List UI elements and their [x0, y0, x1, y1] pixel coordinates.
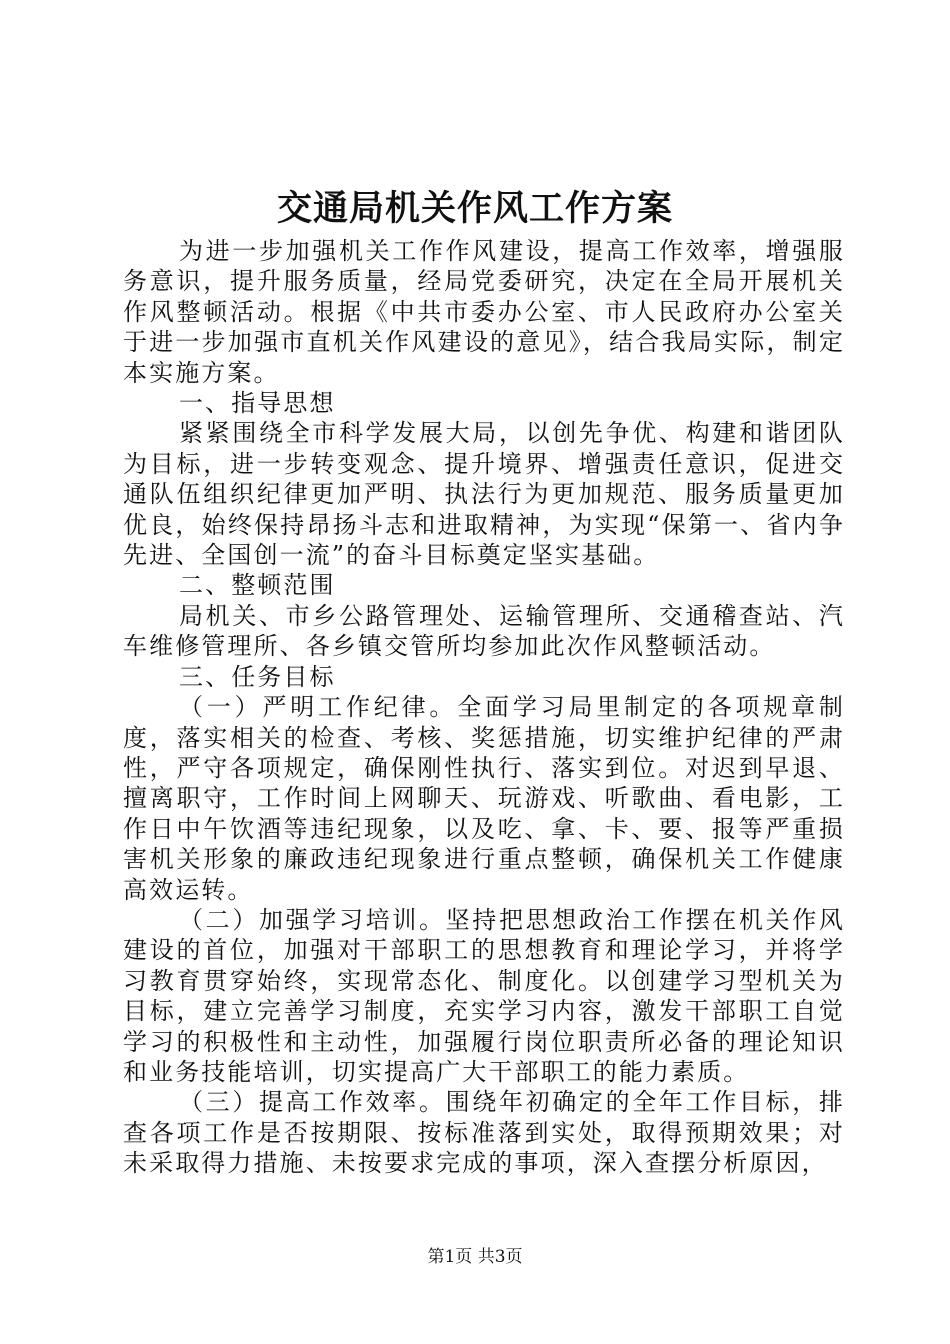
page-footer: 第1页 共3页 — [427, 1247, 523, 1267]
objective-paragraph-training: （二）加强学习培训。坚持把思想政治工作摆在机关作风建设的首位，加强对干部职工的思想教育和理论学习，并将学习教育贯穿始终，实现常态化、制度化。以创建学习型机关为目标，建立完善学习制度，充实学习内容，激发干部职工自觉学习的积极性和主动性，加强履行岗位职责所必备的理论知识和业务技能培训，切实提高广大干部职工的能力素质。 — [123, 905, 845, 1086]
section-heading-scope: 二、整顿范围 — [179, 571, 336, 600]
objective-paragraph-efficiency: （三）提高工作效率。围绕年初确定的全年工作目标，排查各项工作是否按期限、按标准落到实处，取得预期效果；对未采取得力措施、未按要求完成的事项，深入查摆分析原因， — [123, 1088, 845, 1178]
intro-paragraph: 为进一步加强机关工作作风建设，提高工作效率，增强服务意识，提升服务质量，经局党委研究，决定在全局开展机关作风整顿活动。根据《中共市委办公室、市人民政府办公室关于进一步加强市直机关作风建设的意见》，结合我局实际，制定本实施方案。 — [123, 237, 845, 387]
section-heading-objectives: 三、任务目标 — [179, 662, 336, 691]
section-paragraph: 紧紧围绕全市科学发展大局，以创先争优、构建和谐团队为目标，进一步转变观念、提升境界、增强责任意识，促进交通队伍组织纪律更加严明、执法行为更加规范、服务质量更加优良，始终保持昂扬斗志和进取精神，为实现“保第一、省内争先进、全国创一流”的奋斗目标奠定坚实基础。 — [123, 419, 845, 570]
objective-paragraph-discipline: （一）严明工作纪律。全面学习局里制定的各项规章制度，落实相关的检查、考核、奖惩措施，切实维护纪律的严肃性，严守各项规定，确保刚性执行、落实到位。对迟到早退、擅离职守，工作时间上网聊天、玩游戏、听歌曲、看电影，工作日中午饮酒等违纪现象，以及吃、拿、卡、要、报等严重损害机关形象的廉政违纪现象进行重点整顿，确保机关工作健康高效运转。 — [123, 693, 845, 904]
document-body — [123, 236, 845, 1179]
document-title: 交通局机关作风工作方案 — [276, 188, 673, 229]
section-paragraph: 局机关、市乡公路管理处、运输管理所、交通稽查站、汽车维修管理所、各乡镇交管所均参加此次作风整顿活动。 — [123, 601, 845, 661]
section-heading-guiding-thought: 一、指导思想 — [179, 389, 336, 418]
